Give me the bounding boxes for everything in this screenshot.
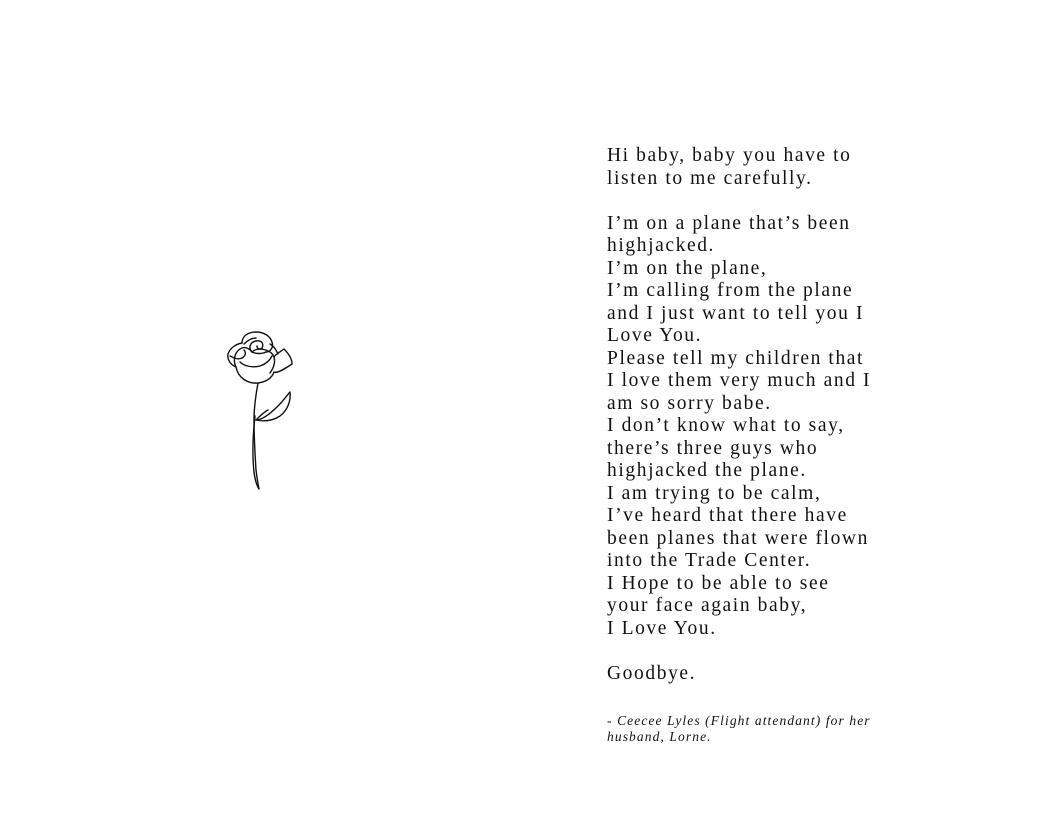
poem-line: listen to me carefully. xyxy=(607,167,813,189)
poem-line: am so sorry babe. xyxy=(607,392,772,414)
poem-line: and I just want to tell you I xyxy=(607,302,865,324)
poem-line: Love You. xyxy=(607,325,703,346)
poem-line: Hi baby, baby you have to xyxy=(607,145,852,166)
poem-line: I don’t know what to say, xyxy=(607,415,845,436)
rose-illustration xyxy=(222,324,298,494)
poem-line: I Love You. xyxy=(607,617,717,639)
poem-line: I’m on the plane, xyxy=(607,257,768,279)
poem-line: highjacked. xyxy=(607,235,716,256)
rose-icon xyxy=(222,324,298,494)
poem-line: your face again baby, xyxy=(607,595,808,616)
poem-line: I’m on a plane that’s been xyxy=(607,212,851,234)
stanza-break xyxy=(607,190,1047,213)
poem-line: I love them very much and I xyxy=(607,370,872,391)
attribution xyxy=(607,713,1047,744)
poem-line: I’m calling from the plane xyxy=(607,280,854,301)
poem-line: I’ve heard that there have xyxy=(607,505,848,526)
attribution-line-2: husband, Lorne. xyxy=(607,728,712,744)
poem-line: there’s three guys who xyxy=(607,437,819,459)
poem-line: been planes that were flown xyxy=(607,527,869,549)
poem-line: I am trying to be calm, xyxy=(607,482,822,504)
poem-line: Goodbye. xyxy=(607,662,697,684)
poem-line: highjacked the plane. xyxy=(607,460,807,481)
poem-line: I Hope to be able to see xyxy=(607,572,830,594)
poem-text xyxy=(607,145,1047,685)
poem-line: into the Trade Center. xyxy=(607,550,812,571)
poem-line: Please tell my children that xyxy=(607,347,865,369)
attribution-line-1: - Ceecee Lyles (Flight attendant) for her xyxy=(607,713,871,728)
stanza-break xyxy=(607,640,1047,663)
